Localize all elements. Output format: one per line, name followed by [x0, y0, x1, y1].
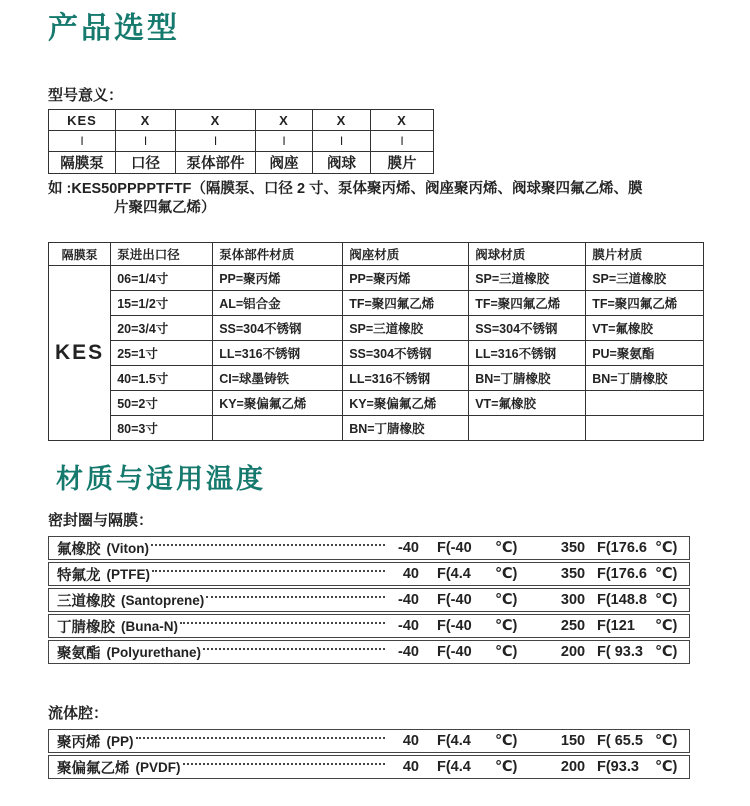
model-code-cell: X [116, 110, 176, 131]
max-temp-f: 250 [560, 618, 586, 634]
fluid-temperature-table [48, 729, 690, 779]
selection-cell: AL=铝合金 [213, 291, 343, 316]
selection-row [49, 316, 704, 341]
max-temp-c: F(121 [597, 618, 635, 634]
selection-header-cell: 隔膜泵 [49, 243, 111, 266]
material-name-zh: 特氟龙 [57, 567, 101, 584]
min-temp-unit: ℃) [495, 592, 518, 608]
min-temp-f: -40 [398, 540, 419, 556]
model-name-cell: 膜片 [371, 152, 434, 174]
selection-cell: LL=316不锈钢 [343, 366, 469, 391]
model-connector-row [49, 131, 434, 152]
seal-table-label: 密封圈与隔膜： [48, 512, 154, 529]
dot-leader [136, 737, 386, 739]
dot-leader [152, 570, 385, 572]
selection-cell: VT=氟橡胶 [586, 316, 704, 341]
max-temp-c: F( 93.3 [597, 644, 643, 660]
material-name-zh: 三道橡胶 [57, 593, 115, 610]
max-temp-unit: ℃) [655, 644, 678, 660]
selection-cell: SP=三道橡胶 [586, 266, 704, 291]
selection-row [49, 366, 704, 391]
model-name-cell: 泵体部件 [176, 152, 256, 174]
model-connector-cell: I [313, 131, 371, 152]
material-name-zh: 聚偏氟乙烯 [57, 760, 130, 777]
temp-row [48, 562, 690, 586]
model-code-cell: X [313, 110, 371, 131]
model-code-cell: X [371, 110, 434, 131]
selection-cell: SS=304不锈钢 [213, 316, 343, 341]
fluid-table-label: 流体腔： [48, 705, 109, 722]
material-name-en: (Santoprene) [121, 592, 205, 608]
model-connector-cell: I [49, 131, 116, 152]
min-temp-c: F(4.4 [437, 566, 471, 582]
dot-leader [183, 763, 386, 765]
selection-cell: BN=丁腈橡胶 [469, 366, 586, 391]
min-temp-c: F(4.4 [437, 733, 471, 749]
selection-cell: 80=3寸 [111, 416, 213, 441]
model-code-cell: X [176, 110, 256, 131]
selection-cell [586, 391, 704, 416]
material-name-zh: 氟橡胶 [57, 541, 101, 558]
max-temp-f: 300 [560, 592, 586, 608]
selection-cell: 06=1/4寸 [111, 266, 213, 291]
model-code-cell: X [256, 110, 313, 131]
model-connector-cell: I [256, 131, 313, 152]
material-name-zh: 聚丙烯 [57, 734, 101, 751]
seal-temperature-table [48, 536, 690, 664]
min-temp-c: F(-40 [437, 592, 472, 608]
selection-table [48, 242, 704, 441]
max-temp-unit: ℃) [655, 733, 678, 749]
selection-cell: SP=三道橡胶 [469, 266, 586, 291]
selection-cell [213, 416, 343, 441]
selection-cell: TF=聚四氟乙烯 [586, 291, 704, 316]
max-temp-unit: ℃) [655, 566, 678, 582]
selection-cell: KY=聚偏氟乙烯 [213, 391, 343, 416]
model-code-row [49, 110, 434, 131]
selection-row [49, 391, 704, 416]
model-example [48, 180, 738, 218]
selection-cell: PP=聚丙烯 [343, 266, 469, 291]
temp-row [48, 536, 690, 560]
temp-row [48, 614, 690, 638]
model-name-cell: 隔膜泵 [49, 152, 116, 174]
selection-header-cell: 泵进出口径 [111, 243, 213, 266]
selection-cell: TF=聚四氟乙烯 [343, 291, 469, 316]
selection-cell: 25=1寸 [111, 341, 213, 366]
selection-row [49, 416, 704, 441]
material-name-en: (PP) [106, 733, 134, 749]
selection-cell: PP=聚丙烯 [213, 266, 343, 291]
max-temp-unit: ℃) [655, 592, 678, 608]
max-temp-c: F( 65.5 [597, 733, 643, 749]
material-name-zh: 聚氨酯 [57, 645, 101, 662]
selection-cell: BN=丁腈橡胶 [586, 366, 704, 391]
series-code-cell: KES [49, 266, 111, 441]
material-name-en: (Buna-N) [121, 618, 178, 634]
selection-header-cell: 泵体部件材质 [213, 243, 343, 266]
model-meaning-label: 型号意义： [48, 87, 124, 104]
selection-cell: SS=304不锈钢 [343, 341, 469, 366]
max-temp-unit: ℃) [655, 618, 678, 634]
min-temp-c: F(-40 [437, 644, 472, 660]
model-example-line1: 如 :KES50PPPPTFTF（隔膜泵、口径 2 寸、泵体聚丙烯、阀座聚丙烯、阀球聚四氟乙烯、膜 [48, 181, 643, 197]
min-temp-f: 40 [402, 733, 419, 749]
min-temp-unit: ℃) [495, 733, 518, 749]
page-title: 产品选型 [48, 12, 180, 45]
selection-cell: TF=聚四氟乙烯 [469, 291, 586, 316]
max-temp-unit: ℃) [655, 759, 678, 775]
model-name-cell: 口径 [116, 152, 176, 174]
model-connector-cell: I [176, 131, 256, 152]
material-name-en: (Viton) [106, 540, 149, 556]
max-temp-c: F(148.8 [597, 592, 647, 608]
material-name-zh: 丁腈橡胶 [57, 619, 115, 636]
selection-cell: VT=氟橡胶 [469, 391, 586, 416]
model-name-cell: 阀座 [256, 152, 313, 174]
temp-row [48, 588, 690, 612]
selection-cell [469, 416, 586, 441]
min-temp-f: -40 [398, 618, 419, 634]
selection-cell: 15=1/2寸 [111, 291, 213, 316]
max-temp-f: 150 [560, 733, 586, 749]
selection-header-cell: 阀座材质 [343, 243, 469, 266]
selection-cell: LL=316不锈钢 [469, 341, 586, 366]
materials-section-title: 材质与适用温度 [56, 464, 266, 494]
model-connector-cell: I [116, 131, 176, 152]
selection-cell [586, 416, 704, 441]
max-temp-f: 350 [560, 566, 586, 582]
model-meaning-table [48, 109, 434, 174]
max-temp-unit: ℃) [655, 540, 678, 556]
selection-cell: PU=聚氨酯 [586, 341, 704, 366]
selection-cell: LL=316不锈钢 [213, 341, 343, 366]
min-temp-c: F(-40 [437, 540, 472, 556]
selection-row [49, 266, 704, 291]
model-example-line2: 片聚四氟乙烯） [114, 200, 216, 216]
min-temp-f: -40 [398, 592, 419, 608]
selection-cell: 50=2寸 [111, 391, 213, 416]
material-name-en: (PTFE) [106, 566, 150, 582]
max-temp-c: F(176.6 [597, 540, 647, 556]
min-temp-unit: ℃) [495, 540, 518, 556]
min-temp-unit: ℃) [495, 566, 518, 582]
model-name-row [49, 152, 434, 174]
selection-row [49, 341, 704, 366]
dot-leader [151, 544, 385, 546]
selection-cell: SS=304不锈钢 [469, 316, 586, 341]
min-temp-unit: ℃) [495, 618, 518, 634]
max-temp-c: F(93.3 [597, 759, 639, 775]
min-temp-f: 40 [402, 566, 419, 582]
model-connector-cell: I [371, 131, 434, 152]
dot-leader [180, 622, 385, 624]
min-temp-c: F(-40 [437, 618, 472, 634]
dot-leader [206, 596, 385, 598]
material-name-en: (Polyurethane) [106, 644, 202, 660]
selection-header-cell: 阀球材质 [469, 243, 586, 266]
selection-cell: SP=三道橡胶 [343, 316, 469, 341]
selection-cell: BN=丁腈橡胶 [343, 416, 469, 441]
max-temp-f: 200 [560, 644, 586, 660]
material-name-en: (PVDF) [135, 759, 181, 775]
temp-row [48, 640, 690, 664]
temp-row [48, 755, 690, 779]
min-temp-f: -40 [398, 644, 419, 660]
min-temp-unit: ℃) [495, 759, 518, 775]
selection-cell: 40=1.5寸 [111, 366, 213, 391]
selection-row [49, 291, 704, 316]
max-temp-f: 350 [560, 540, 586, 556]
selection-cell: CI=球墨铸铁 [213, 366, 343, 391]
max-temp-c: F(176.6 [597, 566, 647, 582]
selection-header-cell: 膜片材质 [586, 243, 704, 266]
temp-row [48, 729, 690, 753]
selection-header-row [49, 243, 704, 266]
dot-leader [203, 648, 385, 650]
min-temp-unit: ℃) [495, 644, 518, 660]
model-name-cell: 阀球 [313, 152, 371, 174]
min-temp-f: 40 [402, 759, 419, 775]
model-code-cell: KES [49, 110, 116, 131]
selection-cell: 20=3/4寸 [111, 316, 213, 341]
min-temp-c: F(4.4 [437, 759, 471, 775]
selection-cell: KY=聚偏氟乙烯 [343, 391, 469, 416]
max-temp-f: 200 [560, 759, 586, 775]
